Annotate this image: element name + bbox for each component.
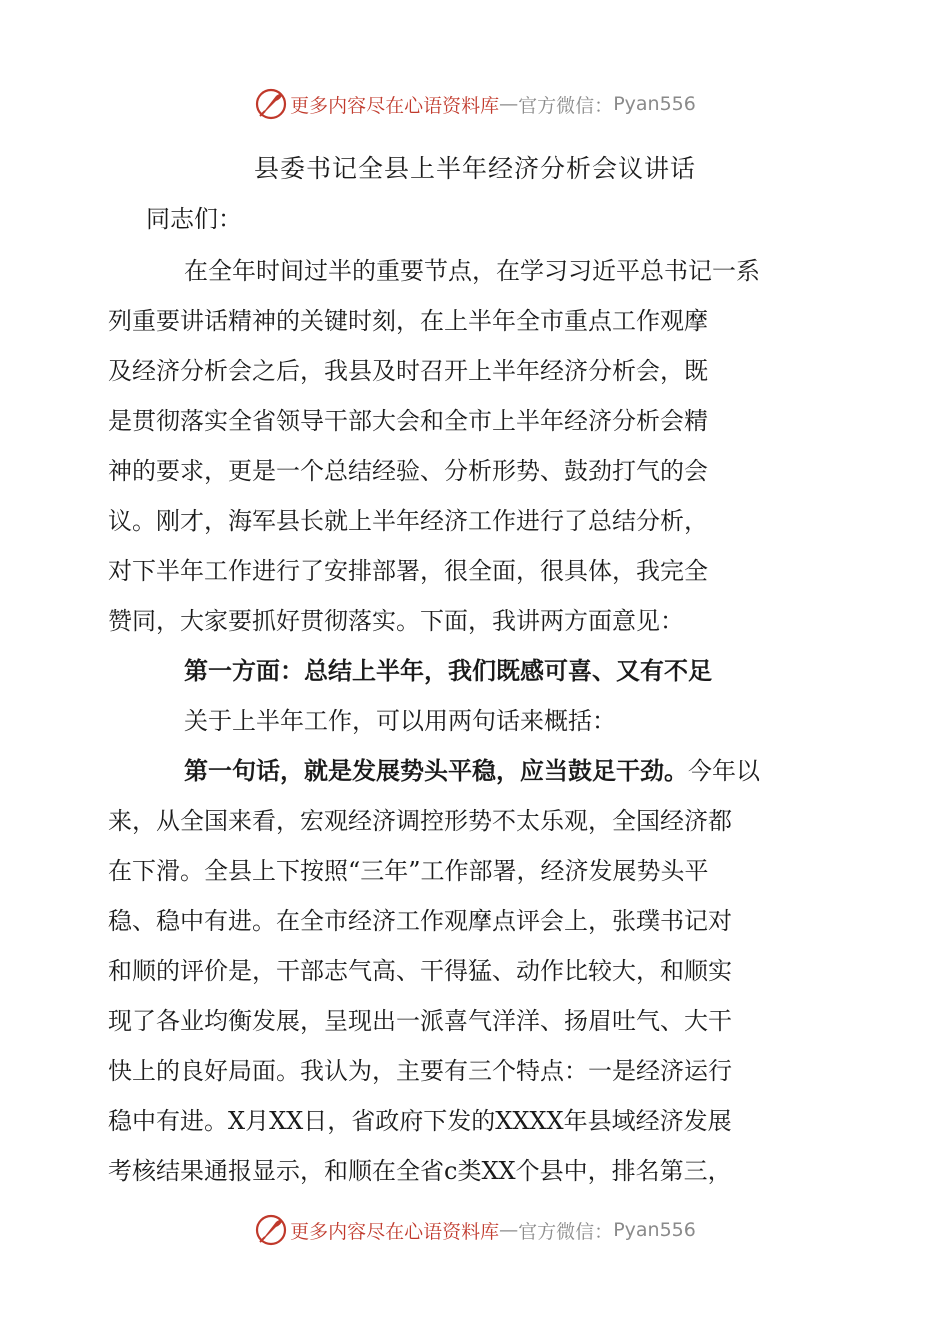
intro-line: 是贯彻落实全省领导干部大会和全市上半年经济分析会精	[108, 407, 708, 435]
document-title: 县委书记全县上半年经济分析会议讲话	[253, 154, 696, 183]
point-line: 稳、稳中有进。在全市经济工作观摩点评会上，张璞书记对	[108, 907, 732, 935]
watermark-wechat-id: Pyan556	[613, 1219, 696, 1241]
point-first-tail: 今年以	[688, 757, 760, 785]
section-intro: 关于上半年工作，可以用两句话来概括：	[184, 707, 616, 735]
intro-line: 对下半年工作进行了安排部署，很全面，很具体，我完全	[108, 557, 708, 585]
quill-logo-icon	[254, 87, 288, 121]
watermark-dash: —	[499, 93, 519, 115]
point-line: 现了各业均衡发展，呈现出一派喜气洋洋、扬眉吐气、大干	[108, 1007, 732, 1035]
intro-line: 议。刚才，海军县长就上半年经济工作进行了总结分析，	[108, 507, 708, 535]
watermark-top	[0, 84, 950, 124]
point-paragraph	[108, 746, 816, 1196]
point-line: 稳中有进。X月XX日，省政府下发的XXXX年县域经济发展	[108, 1107, 732, 1135]
watermark-bottom	[0, 1210, 950, 1250]
document-body	[108, 196, 816, 1196]
point-first-line	[146, 746, 816, 796]
point-line: 在下滑。全县上下按照“三年”工作部署，经济发展势头平	[108, 857, 709, 885]
watermark-brand-text: 更多内容尽在心语资料库	[290, 1220, 500, 1243]
watermark-wechat-label: 官方微信：	[518, 94, 614, 117]
intro-line: 在全年时间过半的重要节点，在学习习近平总书记一系	[184, 257, 760, 285]
intro-line: 列重要讲话精神的关键时刻，在上半年全市重点工作观摩	[108, 307, 708, 335]
point-line: 快上的良好局面。我认为，主要有三个特点：一是经济运行	[108, 1057, 732, 1085]
watermark-wechat-label: 官方微信：	[518, 1220, 614, 1243]
intro-paragraph	[108, 246, 816, 646]
quill-logo-icon	[254, 1213, 288, 1247]
point-line: 考核结果通报显示，和顺在全省c类XX个县中，排名第三，	[108, 1157, 732, 1185]
intro-line: 及经济分析会之后，我县及时召开上半年经济分析会，既	[108, 357, 708, 385]
intro-line: 赞同，大家要抓好贯彻落实。下面，我讲两方面意见：	[108, 607, 684, 635]
point-line: 来，从全国来看，宏观经济调控形势不太乐观，全国经济都	[108, 807, 732, 835]
salutation: 同志们：	[146, 205, 242, 233]
watermark-brand-text: 更多内容尽在心语资料库	[290, 94, 500, 117]
watermark-dash: —	[499, 1219, 519, 1241]
point-heading: 第一句话，就是发展势头平稳，应当鼓足干劲。	[184, 757, 688, 785]
point-line: 和顺的评价是，干部志气高、干得猛、动作比较大，和顺实	[108, 957, 732, 985]
watermark-wechat-id: Pyan556	[613, 93, 696, 115]
intro-line: 神的要求，更是一个总结经验、分析形势、鼓劲打气的会	[108, 457, 708, 485]
section-heading: 第一方面：总结上半年，我们既感可喜、又有不足	[184, 657, 712, 685]
